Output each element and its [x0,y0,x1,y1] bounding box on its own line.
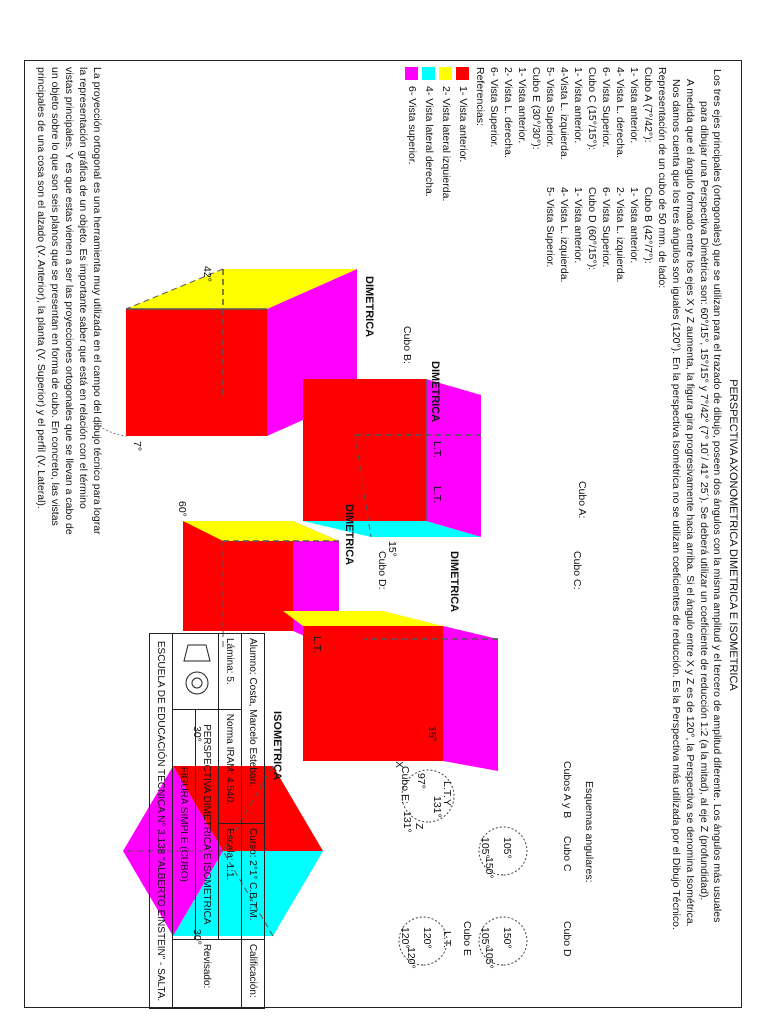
dimetrica-title-d: DIMETRICA [343,504,355,566]
cube-c-top [443,626,498,771]
list-item: 4- Vista L. izquierda. [558,187,570,283]
footer-line: principales de una cosa son el alzado (V. Anterior), la planta (V. Superior) y el perfil (V. Lateral). [35,67,47,509]
list-item: 1- Vista anterior. [572,67,584,144]
scheme-angle: 105° [501,837,513,859]
list-item: 5- Vista Superior. [544,67,556,148]
list-item: 4- Vista L. derecha. [614,67,626,158]
scheme-angle: 105° [479,837,491,859]
intro-line-3: A medida que el ángulo formado entre los ejes X y Z aumenta, la figura gira progresivamente hacia arriba. Si el ángulo entre X y Z es de 120°, la Perspectiva se denomina Isométrica. [684,79,696,927]
scheme-angle: 120° [399,927,411,949]
escala-cell: Escala: 1:1. [219,824,242,940]
reference-item: 6- Vista superior. [405,67,419,165]
scheme-c-label: Cubo C [561,836,573,872]
norma-cell: Norma IRAM: 4.540. [219,709,242,823]
cube-a-front [303,379,426,521]
angle-label: 30° [191,726,203,742]
angle-label: 60° [176,501,188,517]
title-block-table [149,633,265,1009]
curso-cell: Curso: 2°1° C.B.T.M. [242,824,265,940]
calificacion-cell: Calificación: [242,939,265,1008]
scheme-angle: 97° [415,773,427,789]
cube-c-front [303,626,443,761]
cube-a-label: Cubo A: [576,481,588,519]
list-item: 6- Vista Superior. [600,187,612,268]
lt-label: L.T. [441,931,453,948]
cube-c-label: Cubo C: [571,551,583,590]
reference-item: 1- Vista anterior. [456,67,470,162]
footer-line: vistas principales. Y es que estas vienen a ser las proyecciones ortogonales que se llevan a cabo de [63,67,75,535]
intro-line-4: Nos damos cuenta que los tres ángulos son iguales (120°). En la perspectiva Isométrica no se utilizan coeficientes de reducción. Es la Perspectiva más utilizada por el Dibujo Técnico. [670,79,682,930]
sheet-frame [24,60,742,1008]
angle-label: 15° [426,726,438,742]
cube-c-left [283,611,443,626]
tema-cell: PERSPECTIVA DIMETRICA E ISOMETRICA [196,709,219,939]
list-item: 1- Vista anterior. [516,67,528,144]
list-item: 1- Vista anterior. [572,187,584,264]
revisado-cell: Revisado: [173,939,242,1008]
list-item: 2- Vista L. izquierda. [614,187,626,283]
list-item: 6- Vista Superior. [600,67,612,148]
list-item: Cubo A (7°/42°): [642,67,654,143]
lt-label: L.T. [431,441,443,458]
reference-item: 2- Vista lateral izquierda. [439,67,453,201]
scheme-angle: 150° [483,857,495,879]
page-title: PERSPECTIVA AXONOMETRICA DIMETRICA E ISOMETRICA [727,379,739,691]
intro-line-1: Los tres ejes principales (ortogonales) que se utilizan para el trazado de dibujo, poseen dos ángulos con la misma amplitud y el tercero de amplitud diferente. Los ángulos más usuales [711,69,723,923]
references-heading: Referencias: [474,67,486,126]
angle-label: 7° [131,441,143,452]
angle-label: 42° [201,266,213,282]
lt-label: L.T. [311,636,323,653]
list-item: 1- Vista anterior. [628,67,640,144]
lt-label: L.T. [441,781,453,798]
footer-line: la representación gráfica de un objeto. Es importante saber que está en relación con el término [77,67,89,509]
scheme-angle: 105° [483,947,495,969]
alumno-cell: Alumno: Costa, Marcelo Esteban. [242,634,265,824]
cube-d-label: Cubo D: [376,551,388,590]
list-item: 2- Vista L. derecha. [502,67,514,158]
projection-symbol-cell [173,634,219,710]
list-item: 4-Vista L. izquierda. [558,67,570,160]
dimetrica-title-a: DIMETRICA [429,361,441,423]
axis-x-label: X [393,761,405,769]
lamina-cell: Lámina: 5. [219,634,242,710]
list-item: 6- Vista Superior. [488,67,500,148]
scheme-angle: 120° [405,947,417,969]
list-item: Cubo D (60°/15°): [586,187,598,271]
lt-label: L.T. [431,486,443,503]
list-item: 5- Vista Superior. [544,187,556,268]
scheme-angle: 150° [501,927,513,949]
projection-symbol-icon [180,641,214,701]
list-item: 1- Vista anterior. [628,187,640,264]
scheme-ab-label: Cubos A y B [561,761,573,819]
axis-z-label: Z [413,823,425,830]
footer-line: un objeto sobre lo que son seis planos que se presentan en forma de cubo. En concreto, las vistas [49,67,61,526]
intro-line-5: Representación de un cubo de 50 mm. de lado: [656,67,668,289]
scheme-angle: 131° [401,811,413,833]
title-block [25,633,265,1009]
scheme-d-label: Cubo D [561,921,573,957]
angle-label: 15° [386,541,398,557]
cube-b-label: Cubo B: [401,326,413,364]
list-item: Cubo E (30°/30°): [530,67,542,150]
cube-c [283,611,498,771]
dimetrica-title-c: DIMETRICA [448,551,460,613]
isometrica-title: ISOMETRICA [271,711,283,781]
scheme-angle: 131° [431,796,443,818]
scheme-angle: 105° [479,927,491,949]
figura-cell: FIGURA SIMPLE (CUBO) [173,709,196,939]
dimetrica-title-b: DIMETRICA [363,276,375,338]
cube-a [303,379,481,537]
scheme-angle: 120° [421,927,433,949]
angle-label: 30° [191,929,203,945]
list-item: Cubo B (42°/7°): [642,187,654,264]
rotated-content [25,61,743,1009]
intro-line-2: para dibujar una Perspectiva Dimétrica son: 60°/15°, 15°/15° y 7°/42° (7° 10´/ 41° 25´). Se deberá utilizar un coeficiente de reducción 1:2 (a la mitad), al eje Z (profundidad). [698,101,710,901]
reference-item: 4- Vista lateral derecha. [422,67,436,197]
cube-b-front [126,309,267,436]
list-item: Cubo C (15°/15°): [586,67,598,151]
cube-e-label: Cubo E: [399,766,411,804]
escuela-cell: ESCUELA DE EDUCACIÓN TÉCNICA N° 3.138 "ALBERTO EINSTEIN" - SALTA. [150,634,173,1009]
schemes-heading: Esquemas angulares: [583,781,595,883]
scheme-e-label: Cubo E [461,921,473,957]
footer-line: La proyección ortogonal es una herramienta muy utilizada en el campo del dibujo técnico para lograr [91,67,103,535]
axis-y-label: Y [441,799,453,807]
